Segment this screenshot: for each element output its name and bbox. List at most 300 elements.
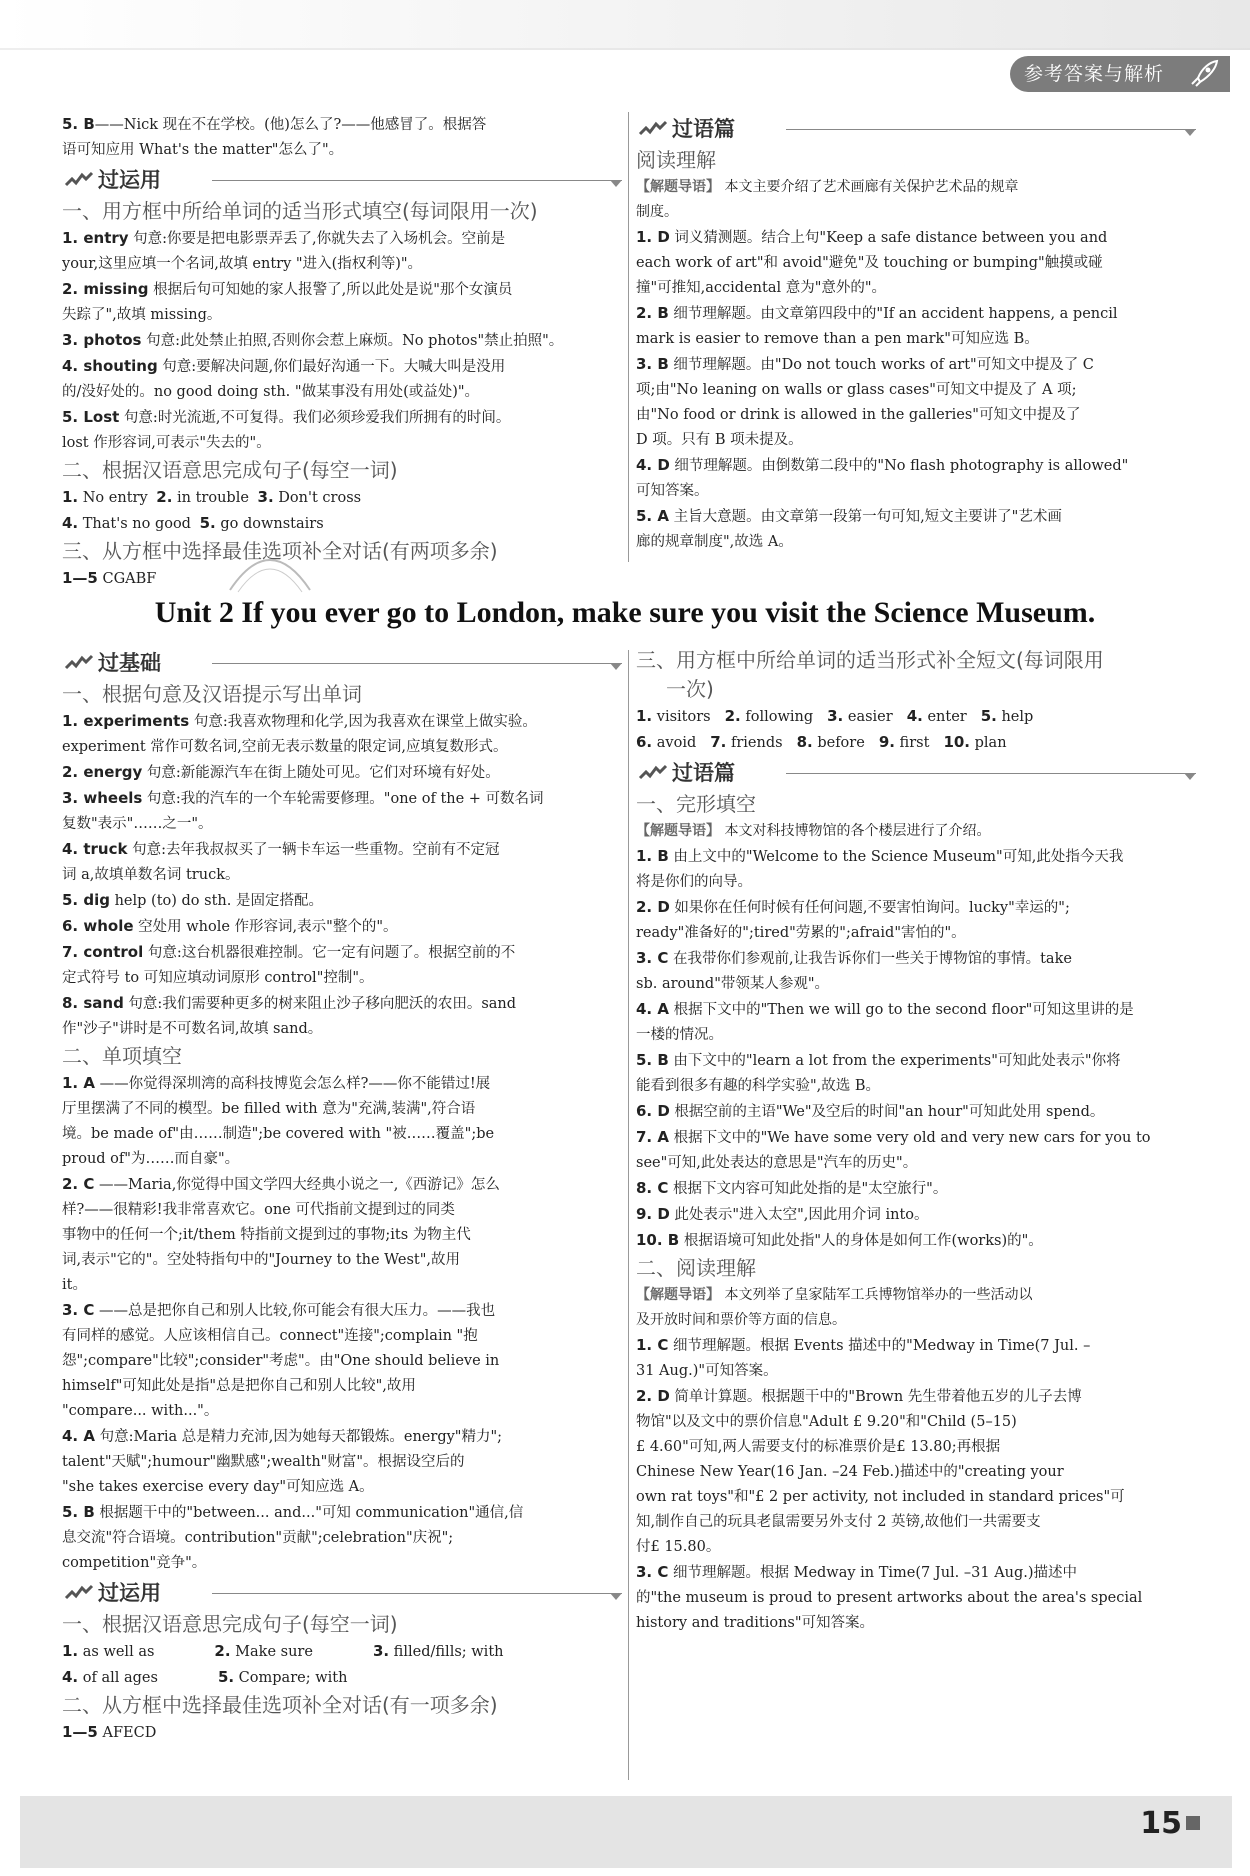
answer-text: talent"天赋";humour"幽默感";wealth"财富"。根据设空后的 — [62, 1454, 465, 1470]
answer-line — [62, 1298, 622, 1324]
answer-line — [636, 870, 1196, 895]
answer-text: 境。be made of"由……制造";be covered with "被……覆盖";be — [62, 1126, 495, 1142]
answer-text: 如果你在任何时候有任何问题,不要害怕询问。lucky"幸运的"; — [669, 900, 1070, 916]
answer-text: Make sure — [230, 1644, 313, 1660]
answer-text: 作"沙子"讲时是不可数名词,故填 sand。 — [62, 1021, 323, 1037]
answer-text: 根据下文中的"We have some very old and very new cars for you to — [668, 1130, 1151, 1146]
answer-text: proud of"为……而自豪"。 — [62, 1151, 240, 1167]
answer-cell — [879, 735, 930, 751]
answer-text: help — [996, 709, 1034, 725]
answer-text: sb. around"带领某人参观"。 — [636, 976, 830, 992]
subsection-title: 二、阅读理解 — [636, 1256, 756, 1280]
answer-line — [636, 504, 1196, 530]
answer-text: 句意:我喜欢物理和化学,因为我喜欢在课堂上做实验。 — [189, 714, 537, 730]
answer-number: 3. C — [636, 1563, 669, 1581]
section-rule — [786, 129, 1196, 130]
answer-line — [62, 735, 622, 760]
answer-text: 根据语境可知此处指"人的身体是如何工作(works)的"。 — [679, 1233, 1043, 1249]
answer-text: 简单计算题。根据题干中的"Brown 先生带着他五岁的儿子去博 — [669, 1389, 1082, 1405]
answer-line — [62, 1147, 622, 1172]
answer-cell — [636, 709, 711, 725]
answer-text: in trouble — [172, 490, 254, 506]
answer-number: 2. C — [62, 1175, 95, 1193]
answer-text: 31 Aug.)"可知答案。 — [636, 1363, 778, 1379]
subsection-title: 一、根据句意及汉语提示写出单词 — [62, 682, 362, 706]
answer-line — [636, 921, 1196, 946]
answer-number: 8. — [796, 733, 813, 751]
answer-text: 由下文中的"learn a lot from the experiments"可知此处表示"你将 — [668, 1053, 1121, 1069]
answer-text: 词义猜测题。结合上句"Keep a safe distance between you and — [669, 230, 1108, 246]
answer-text: history and traditions"可知答案。 — [636, 1615, 875, 1631]
answer-line — [636, 1099, 1196, 1125]
answer-list — [636, 225, 1196, 555]
answer-text: filled/fills; with — [389, 1644, 504, 1660]
answer-line — [62, 431, 622, 456]
answer-line — [62, 1374, 622, 1399]
answer-number: 5. — [199, 514, 216, 532]
section-heading-basics: 过基础 — [62, 648, 622, 678]
answer-text: 句意:新能源汽车在街上随处可见。它们对环境有好处。 — [142, 765, 500, 781]
answer-line — [62, 888, 622, 914]
answer-text: own rat toys"和"£ 2 per activity, not included in standard prices"可 — [636, 1489, 1125, 1505]
answer-number: 1. C — [636, 1336, 669, 1354]
answer-text: 空处用 whole 作形容词,表示"整个的"。 — [133, 919, 398, 935]
answer-number: 1. — [62, 488, 79, 506]
answer-text: of all ages — [78, 1670, 158, 1686]
answer-number: 10. — [943, 733, 971, 751]
answer-line — [62, 786, 622, 812]
answer-text: 可知答案。 — [636, 483, 709, 499]
answer-text: 句意:我们需要种更多的树来阻止沙子移向肥沃的农田。sand — [123, 996, 517, 1012]
answer-line — [62, 863, 622, 888]
answer-cell — [943, 735, 1006, 751]
answer-text: enter — [922, 709, 967, 725]
answer-text: as well as — [78, 1644, 155, 1660]
subsection-title: 阅读理解 — [636, 148, 716, 172]
answer-line — [62, 709, 622, 735]
answer-line — [636, 1359, 1196, 1384]
answer-line — [62, 1223, 622, 1248]
answer-text: ready"准备好的";tired"劳累的";afraid"害怕的"。 — [636, 925, 966, 941]
header-tab — [1010, 56, 1230, 92]
answer-line — [636, 301, 1196, 327]
answer-text: ——Maria,你觉得中国文学四大经典小说之一,《西游记》怎么 — [94, 1177, 500, 1193]
left-top-column — [62, 112, 622, 592]
page-number-square-icon — [1186, 1816, 1200, 1830]
header-gradient — [0, 0, 1250, 50]
answer-list — [62, 709, 622, 1042]
answer-number: 1. experiments — [62, 712, 190, 730]
left-bottom-column — [62, 646, 622, 1746]
section-heading-practice: 过运用 — [62, 1578, 622, 1608]
answer-number: 3. B — [636, 355, 669, 373]
answer-line — [636, 1333, 1196, 1359]
answer-number: 2. — [214, 1642, 231, 1660]
answer-line — [636, 1202, 1196, 1228]
answer-line — [62, 112, 622, 138]
answer-line — [636, 1023, 1196, 1048]
answer-line — [636, 1611, 1196, 1636]
answer-number: 3. — [372, 1642, 390, 1660]
answer-line — [62, 837, 622, 863]
answer-number: 2. B — [636, 304, 669, 322]
section-wave-icon — [638, 764, 668, 782]
answer-line — [636, 225, 1196, 251]
answer-line — [62, 1273, 622, 1298]
answer-text: 根据题干中的"between... and..."可知 communication"通信,信 — [94, 1505, 524, 1521]
answer-text: 句意:这台机器很难控制。它一定有问题了。根据空前的不 — [143, 945, 516, 961]
answer-text: 词,表示"它的"。空处特指句中的"Journey to the West",故用 — [62, 1252, 461, 1268]
answer-number: 9. D — [636, 1205, 670, 1223]
answer-number: 1. A — [62, 1074, 95, 1092]
answer-text: £ 4.60"可知,两人需要支付的标准票价是£ 13.80;再根据 — [636, 1439, 1001, 1455]
answer-line — [62, 303, 622, 328]
answer-text: 有同样的感觉。人应该相信自己。connect"连接";complain "抱 — [62, 1328, 478, 1344]
answer-line — [636, 997, 1196, 1023]
answer-line — [636, 1125, 1196, 1151]
answer-line — [636, 479, 1196, 504]
section-wave-icon — [64, 654, 94, 672]
guide-note: 【解题导语】 本文主要介绍了艺术画廊有关保护艺术品的规章 — [636, 179, 1019, 195]
answer-text: Chinese New Year(16 Jan. –24 Feb.)描述中的"creating your — [636, 1464, 1064, 1480]
answer-text: 样?——很精彩!我非常喜欢它。one 可代指前文提到过的同类 — [62, 1202, 455, 1218]
answer-text: himself"可知此处是指"总是把你自己和别人比较",故用 — [62, 1378, 416, 1394]
answer-line — [636, 895, 1196, 921]
answer-number: 2. energy — [62, 763, 143, 781]
answer-text: help (to) do sth. 是固定搭配。 — [109, 893, 323, 909]
guide-note: 【解题导语】 本文对科技博物馆的各个楼层进行了介绍。 — [636, 823, 991, 839]
answer-text: it。 — [62, 1277, 87, 1293]
answer-text: 知,制作自己的玩具老鼠需要另外支付 2 英镑,故他们一共需要支 — [636, 1514, 1041, 1530]
answer-line — [636, 1048, 1196, 1074]
answer-number: 3. wheels — [62, 789, 143, 807]
answer-text: D 项。只有 B 项未提及。 — [636, 432, 803, 448]
answer-text: 句意:此处禁止拍照,否则你会惹上麻烦。No photos"禁止拍照"。 — [141, 333, 564, 349]
rocket-icon — [1186, 58, 1220, 90]
answer-number: 1. B — [636, 847, 669, 865]
answer-text: 根据空前的主语"We"及空后的时间"an hour"可知此处用 spend。 — [669, 1104, 1105, 1120]
answer-number: 4. — [62, 514, 79, 532]
answer-line — [62, 226, 622, 252]
answer-number: 4. shouting — [62, 357, 158, 375]
answer-text: easier — [843, 709, 893, 725]
answer-number: 6. D — [636, 1102, 670, 1120]
section-heading-reading: 过语篇 — [636, 114, 1196, 144]
answer-text: 付£ 15.80。 — [636, 1539, 721, 1555]
answer-text: 的"the museum is proud to present artworks about the area's special — [636, 1590, 1143, 1606]
answer-text: 此处表示"进入太空",因此用介词 into。 — [669, 1207, 929, 1223]
answer-line — [62, 812, 622, 837]
answer-line — [62, 1324, 622, 1349]
section-heading-practice: 过运用 — [62, 165, 622, 195]
answer-text: No entry — [78, 490, 153, 506]
unit-title: Unit 2 If you ever go to London, make sure you visit the Science Museum. — [154, 596, 1096, 629]
answer-number: 6. whole — [62, 917, 134, 935]
answer-number: 5. dig — [62, 891, 110, 909]
guide-note: 【解题导语】 本文列举了皇家陆军工兵博物馆举办的一些活动以 — [636, 1287, 1033, 1303]
answer-number: 3. — [827, 707, 844, 725]
answer-cell — [725, 709, 814, 725]
answer-line — [62, 354, 622, 380]
answer-cell — [636, 735, 696, 751]
answer-text: ——总是把你自己和别人比较,你可能会有很大压力。——我也 — [94, 1303, 496, 1319]
answer-list — [62, 226, 622, 456]
answer-line — [636, 1151, 1196, 1176]
answer-number: 9. — [878, 733, 895, 751]
answer-row — [62, 1665, 622, 1691]
answer-line — [636, 251, 1196, 276]
guide-note-cont: 制度。 — [636, 204, 678, 220]
answer-text: friends — [726, 735, 783, 751]
section-rule — [786, 773, 1196, 774]
answer-text: "compare... with..."。 — [62, 1403, 219, 1419]
answer-text: 词 a,故填单数名词 truck。 — [62, 867, 240, 883]
section-wave-icon — [638, 120, 668, 138]
answer-cell — [62, 1670, 158, 1686]
answer-text: 撞"可推知,accidental 意为"意外的"。 — [636, 280, 887, 296]
answer-cell — [797, 735, 865, 751]
section-heading-reading: 过语篇 — [636, 758, 1196, 788]
answer-text: ——Nick 现在不在学校。(他)怎么了?——他感冒了。根据答 — [94, 117, 487, 133]
answer-text: see"可知,此处表达的意思是"汽车的历史"。 — [636, 1155, 918, 1171]
answer-line — [62, 405, 622, 431]
subsection-title-cont: 一次) — [666, 677, 714, 701]
answer-number: 5. B — [636, 1051, 669, 1069]
answer-row — [636, 704, 1196, 730]
answer-number: 2. D — [636, 1387, 670, 1405]
column-divider-bottom — [628, 650, 629, 1780]
answer-text: each work of art"和 avoid"避免"及 touching or bumping"触摸或碰 — [636, 255, 1103, 271]
answer-text: 句意:去年我叔叔买了一辆卡车运一些重物。空前有不定冠 — [127, 842, 500, 858]
answer-text: 廊的规章制度",故选 A。 — [636, 534, 793, 550]
answer-text: 根据后句可知她的家人报警了,所以此处是说"那个女演员 — [148, 282, 513, 298]
answer-number: 4. D — [636, 456, 670, 474]
answer-text: 项;由"No leaning on walls or glass cases"可知文中提及了 A 项; — [636, 382, 1077, 398]
answer-text: 细节理解题。根据 Events 描述中的"Medway in Time(7 Jul. – — [668, 1338, 1091, 1354]
subsection-title: 三、从方框中选择最佳选项补全对话(有两项多余) — [62, 539, 498, 563]
column-divider-top — [628, 112, 629, 562]
answer-number: 7. A — [636, 1128, 669, 1146]
answer-number: 4. A — [636, 1000, 669, 1018]
answer-text: 主旨大意题。由文章第一段第一句可知,短文主要讲了"艺术画 — [668, 509, 1062, 525]
answer-line — [62, 760, 622, 786]
answer-text: 的/没好处的。no good doing sth. "做某事没有用处(或益处)"。 — [62, 384, 480, 400]
guide-note-cont: 及开放时间和票价等方面的信息。 — [636, 1312, 846, 1328]
answer-cell — [981, 709, 1034, 725]
answer-row — [62, 1639, 622, 1665]
answer-line — [636, 378, 1196, 403]
answer-row — [62, 485, 622, 511]
answer-cell — [62, 1644, 154, 1660]
answer-number: 3. C — [636, 949, 669, 967]
answer-text: 句意:我的汽车的一个车轮需要修理。"one of the + 可数名词 — [142, 791, 544, 807]
section-wave-icon — [64, 1584, 94, 1602]
answer-number: 3. — [257, 488, 274, 506]
section-rule — [212, 180, 622, 181]
answer-line — [62, 1097, 622, 1122]
answer-cell — [218, 1670, 347, 1686]
answer-number: 3. C — [62, 1301, 95, 1319]
answer-number: 5. — [217, 1668, 235, 1686]
answer-text: ——你觉得深圳湾的高科技博览会怎么样?——你不能错过!展 — [94, 1076, 491, 1092]
answer-text: 息交流"符合语境。contribution"贡献";celebration"庆祝"; — [62, 1530, 454, 1546]
answer-text: competition"竞争"。 — [62, 1555, 207, 1571]
answer-number: 5. Lost — [62, 408, 120, 426]
answer-line — [636, 276, 1196, 301]
answer-number: 1. D — [636, 228, 670, 246]
intro-answer-block — [62, 112, 622, 163]
answer-number: 2. D — [636, 898, 670, 916]
answer-number: 4. A — [62, 1427, 95, 1445]
answer-number: 1. — [636, 707, 653, 725]
answer-number: 5. A — [636, 507, 669, 525]
answer-row: 1—5 CGABF — [62, 569, 157, 587]
answer-text: 物馆"以及文中的票价信息"Adult £ 9.20"和"Child (5–15) — [636, 1414, 1017, 1430]
answer-line — [62, 940, 622, 966]
answer-cell — [710, 735, 782, 751]
answer-list — [62, 1071, 622, 1576]
answer-number: 7. control — [62, 943, 144, 961]
answer-line — [62, 1551, 622, 1576]
answer-cell — [827, 709, 893, 725]
answer-text: go downstairs — [215, 516, 324, 532]
answer-cell — [214, 1644, 313, 1660]
answer-line — [636, 1176, 1196, 1202]
answer-text: visitors — [652, 709, 711, 725]
answer-text: That's no good — [78, 516, 196, 532]
answer-line — [636, 972, 1196, 997]
answer-text: 事物中的任何一个;it/them 特指前文提到过的事物;its 为物主代 — [62, 1227, 471, 1243]
answer-text: 定式符号 to 可知应填动词原形 control"控制"。 — [62, 970, 374, 986]
answer-line — [62, 1071, 622, 1097]
answer-line — [636, 1510, 1196, 1535]
answer-number: 6. — [636, 733, 653, 751]
answer-number: 5. — [980, 707, 997, 725]
answer-row — [636, 730, 1196, 756]
answer-text: 根据下文中的"Then we will go to the second floor"可知这里讲的是 — [668, 1002, 1134, 1018]
answer-line — [62, 966, 622, 991]
header-band — [0, 0, 1250, 50]
answer-line — [62, 1526, 622, 1551]
answer-line — [636, 352, 1196, 378]
answer-line — [62, 328, 622, 354]
page-number: 15 — [1140, 1806, 1182, 1841]
answer-cell — [156, 490, 253, 506]
answer-text: 将是你们的向导。 — [636, 874, 752, 890]
answer-number: 2. missing — [62, 280, 149, 298]
answer-line — [62, 1475, 622, 1500]
answer-text: "she takes exercise every day"可知应选 A。 — [62, 1479, 374, 1495]
answer-cell — [200, 516, 324, 532]
answer-row: 1—5 AFECD — [62, 1723, 157, 1741]
answer-line — [636, 1460, 1196, 1485]
answer-line — [636, 530, 1196, 555]
answer-line — [636, 844, 1196, 870]
answer-line — [62, 252, 622, 277]
answer-line — [636, 1384, 1196, 1410]
answer-line — [636, 946, 1196, 972]
answer-line — [636, 1560, 1196, 1586]
answer-text: 细节理解题。由"Do not touch works of art"可知文中提及了 C — [668, 357, 1094, 373]
answer-row — [62, 511, 622, 537]
answer-line — [636, 1586, 1196, 1611]
answer-text: mark is easier to remove than a pen mark"可知应选 B。 — [636, 331, 1039, 347]
answer-number: 4. — [906, 707, 923, 725]
subsection-title: 一、完形填空 — [636, 792, 756, 816]
page-footer — [20, 1796, 1232, 1868]
answer-text: 句意:时光流逝,不可复得。我们必须珍爱我们所拥有的时间。 — [119, 410, 511, 426]
section-rule — [212, 663, 622, 664]
answer-text: 句意:Maria 总是精力充沛,因为她每天都锻炼。energy"精力"; — [94, 1429, 503, 1445]
answer-line — [62, 1349, 622, 1374]
answer-text: 由"No food or drink is allowed in the galleries"可知文中提及了 — [636, 407, 1081, 423]
answer-number: 2. — [724, 707, 741, 725]
answer-line — [636, 428, 1196, 453]
answer-text: 句意:要解决问题,你们最好沟通一下。大喊大叫是没用 — [157, 359, 506, 375]
answer-number: 4. — [62, 1668, 79, 1686]
subsection-title: 二、从方框中选择最佳选项补全对话(有一项多余) — [62, 1693, 498, 1717]
subsection-title: 二、根据汉语意思完成句子(每空一词) — [62, 458, 398, 482]
answer-text: 细节理解题。根据 Medway in Time(7 Jul. –31 Aug.)描述中 — [668, 1565, 1078, 1581]
answer-number: 3. photos — [62, 331, 142, 349]
answer-text: Don't cross — [273, 490, 362, 506]
answer-line — [636, 1074, 1196, 1099]
answer-text: before — [812, 735, 865, 751]
answer-text: Compare; with — [234, 1670, 348, 1686]
answer-cell — [258, 490, 362, 506]
subsection-title: 一、根据汉语意思完成句子(每空一词) — [62, 1612, 398, 1636]
answer-number: 1. entry — [62, 229, 129, 247]
subsection-title: 一、用方框中所给单词的适当形式填空(每词限用一次) — [62, 199, 538, 223]
answer-text: following — [740, 709, 814, 725]
section-wave-icon — [64, 171, 94, 189]
answer-text: 怨";compare"比较";consider"考虑"。由"One should believe in — [62, 1353, 500, 1369]
answer-line — [636, 1535, 1196, 1560]
subsection-title: 三、用方框中所给单词的适当形式补全短文(每词限用 — [636, 648, 1104, 672]
answer-number: 8. sand — [62, 994, 124, 1012]
answer-text: experiment 常作可数名词,空前无表示数量的限定词,应填复数形式。 — [62, 739, 508, 755]
answer-text: 细节理解题。由倒数第二段中的"No flash photography is allowed" — [669, 458, 1129, 474]
answer-line — [62, 1450, 622, 1475]
answer-text: 在我带你们参观前,让我告诉你们一些关于博物馆的事情。take — [668, 951, 1072, 967]
answer-number: 1. — [62, 1642, 79, 1660]
answer-line — [62, 138, 622, 163]
answer-list — [636, 1333, 1196, 1636]
answer-line — [62, 1198, 622, 1223]
answer-text: 句意:你要是把电影票弄丢了,你就失去了入场机会。空前是 — [128, 231, 506, 247]
answer-line — [62, 914, 622, 940]
answer-line — [62, 1248, 622, 1273]
right-bottom-column — [636, 646, 1196, 1636]
answer-text: 语可知应用 What's the matter"怎么了"。 — [62, 142, 344, 158]
answer-text: 复数"表示"……之一"。 — [62, 816, 213, 832]
answer-line — [62, 1424, 622, 1450]
answer-cell — [62, 516, 196, 532]
answer-line — [636, 1228, 1196, 1254]
section-rule — [212, 1593, 622, 1594]
answer-line — [62, 1017, 622, 1042]
answer-line — [636, 403, 1196, 428]
answer-text: lost 作形容词,可表示"失去的"。 — [62, 435, 271, 451]
header-tab-label: 参考答案与解析 — [1024, 63, 1165, 85]
answer-line — [636, 327, 1196, 352]
answer-number: 7. — [710, 733, 727, 751]
answer-text: your,这里应填一个名词,故填 entry "进入(指权利等)"。 — [62, 256, 423, 272]
answer-number: 5. B — [62, 115, 95, 133]
answer-line — [62, 380, 622, 405]
answer-text: avoid — [652, 735, 697, 751]
answer-line — [62, 1122, 622, 1147]
